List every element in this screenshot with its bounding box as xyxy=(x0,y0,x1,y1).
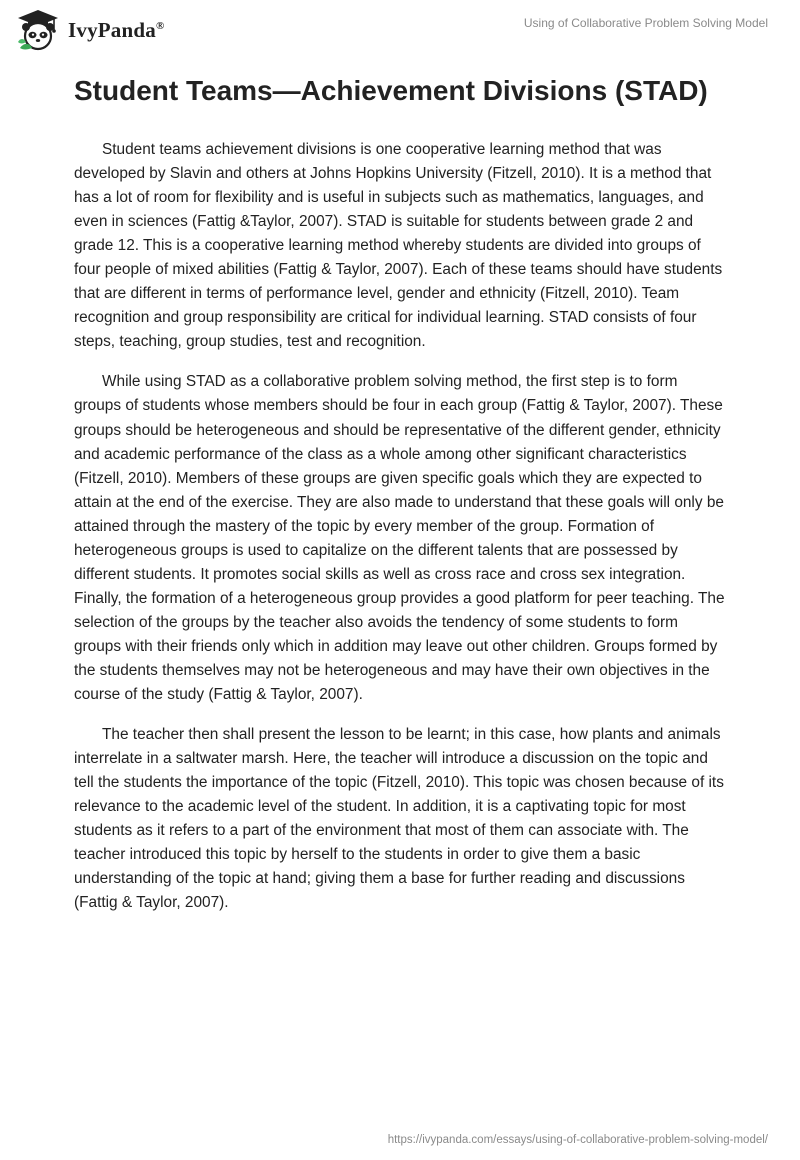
brand-logo[interactable] xyxy=(14,8,164,52)
page-header xyxy=(0,0,800,60)
article-heading: Student Teams—Achievement Divisions (STAD) xyxy=(74,75,708,106)
document-title: Using of Collaborative Problem Solving Model xyxy=(523,16,768,30)
brand-name: IvyPanda® xyxy=(68,17,165,42)
article-paragraph: Student teams achievement divisions is one cooperative learning method that was developed by Slavin and others at Johns Hopkins University (Fitzell, 2010). It is a method that has a lot of room for flexibility and is useful in subjects such as mathematics, languages, and even in sciences (Fattig &Taylor, 2007). STAD is suitable for students between grade 2 and grade 12. This is a cooperative learning method whereby students are divided into groups of four people of mixed abilities (Fattig & Taylor, 2007). Each of these teams should have students that are different in terms of performance level, gender and ethnicity (Fitzell, 2010). Team recognition and group responsibility are critical for individual learning. STAD consists of four steps, teaching, group studies, test and recognition. xyxy=(74,141,723,351)
source-url[interactable]: https://ivypanda.com/essays/using-of-collaborative-problem-solving-model/ xyxy=(387,1134,768,1146)
article-paragraph: The teacher then shall present the lesson to be learnt; in this case, how plants and animals interrelate in a saltwater marsh. Here, the teacher will introduce a discussion on the topic and tell the students the importance of the topic (Fitzell, 2010). This topic was chosen because of its relevance to the academic level of the student. In addition, it is a captivating topic for most students as it refers to a part of the environment that most of them can associate with. The teacher introduced this topic by herself to the students in order to give them a basic understanding of the topic at hand; giving them a base for further reading and discussions (Fattig & Taylor, 2007). xyxy=(74,726,724,912)
panda-graduate-icon xyxy=(14,8,62,52)
article-paragraph: While using STAD as a collaborative problem solving method, the first step is to form groups of students whose members should be four in each group (Fattig & Taylor, 2007). These groups should be heterogeneous and should be representative of the different gender, ethnicity and academic performance of the class as a whole among other significant characteristics (Fitzell, 2010). Members of these groups are given specific goals which they are expected to attain at the end of the exercise. They are also made to understand that these goals will only be attained through the mastery of the topic by every member of the group. Formation of heterogeneous groups is used to capitalize on the different talents that are possessed by different students. It promotes social skills as well as cross race and cross sex integration. Finally, the formation of a heterogeneous group provides a good platform for peer teaching. The selection of the groups by the teacher also avoids the tendency of some students to form groups with their friends only which in addition may leave out other children. Groups formed by the students themselves may not be heterogeneous and may have their own objectives in the course of the study (Fattig & Taylor, 2007). xyxy=(74,373,725,704)
article-body xyxy=(74,72,726,931)
